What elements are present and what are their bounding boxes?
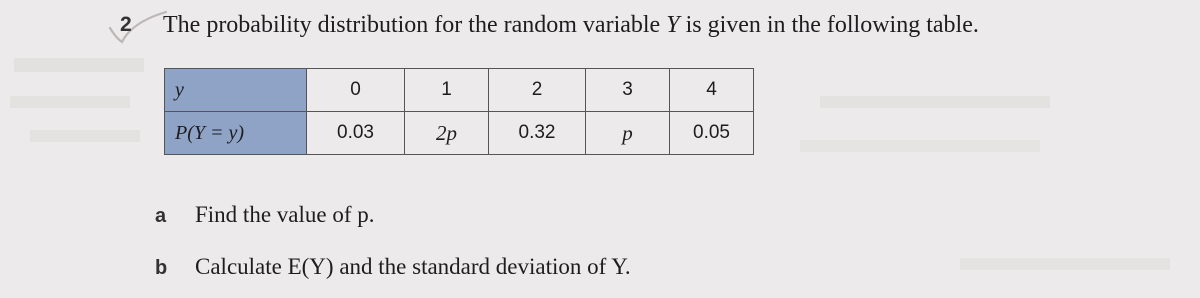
stem-text-end: is given in the following table. bbox=[679, 12, 979, 38]
page-bleed bbox=[820, 96, 1050, 108]
row-header-y: y bbox=[165, 69, 307, 112]
row-header-probability: P(Y = y) bbox=[165, 112, 307, 155]
stem-text-start: The probability distribution for the random variable bbox=[163, 12, 667, 38]
page-bleed bbox=[800, 140, 1040, 152]
table-cell: 0.05 bbox=[670, 112, 754, 155]
page-bleed bbox=[10, 96, 130, 108]
table-row-y bbox=[165, 69, 754, 112]
part-a bbox=[155, 202, 375, 228]
table-cell: 0 bbox=[307, 69, 405, 112]
page-bleed bbox=[30, 130, 140, 142]
question-stem bbox=[163, 12, 979, 39]
table-cell: p bbox=[586, 112, 670, 155]
table-cell: 3 bbox=[586, 69, 670, 112]
page-bleed bbox=[14, 58, 144, 72]
part-b bbox=[155, 254, 631, 280]
part-letter: a bbox=[155, 205, 167, 227]
table-row-probability bbox=[165, 112, 754, 155]
table-cell: 2 bbox=[489, 69, 586, 112]
table-cell: 0.32 bbox=[489, 112, 586, 155]
check-mark-icon bbox=[108, 8, 168, 44]
page-bleed bbox=[960, 258, 1170, 270]
table-cell: 0.03 bbox=[307, 112, 405, 155]
table-cell: 2p bbox=[405, 112, 489, 155]
table-cell: 4 bbox=[670, 69, 754, 112]
question-number: 2 bbox=[120, 13, 132, 36]
stem-variable: Y bbox=[666, 12, 680, 38]
table-cell: 1 bbox=[405, 69, 489, 112]
probability-distribution-table bbox=[164, 68, 754, 155]
part-letter: b bbox=[155, 257, 168, 279]
part-text: Calculate E(Y) and the standard deviation of Y. bbox=[195, 254, 631, 279]
part-text: Find the value of p. bbox=[195, 202, 375, 227]
